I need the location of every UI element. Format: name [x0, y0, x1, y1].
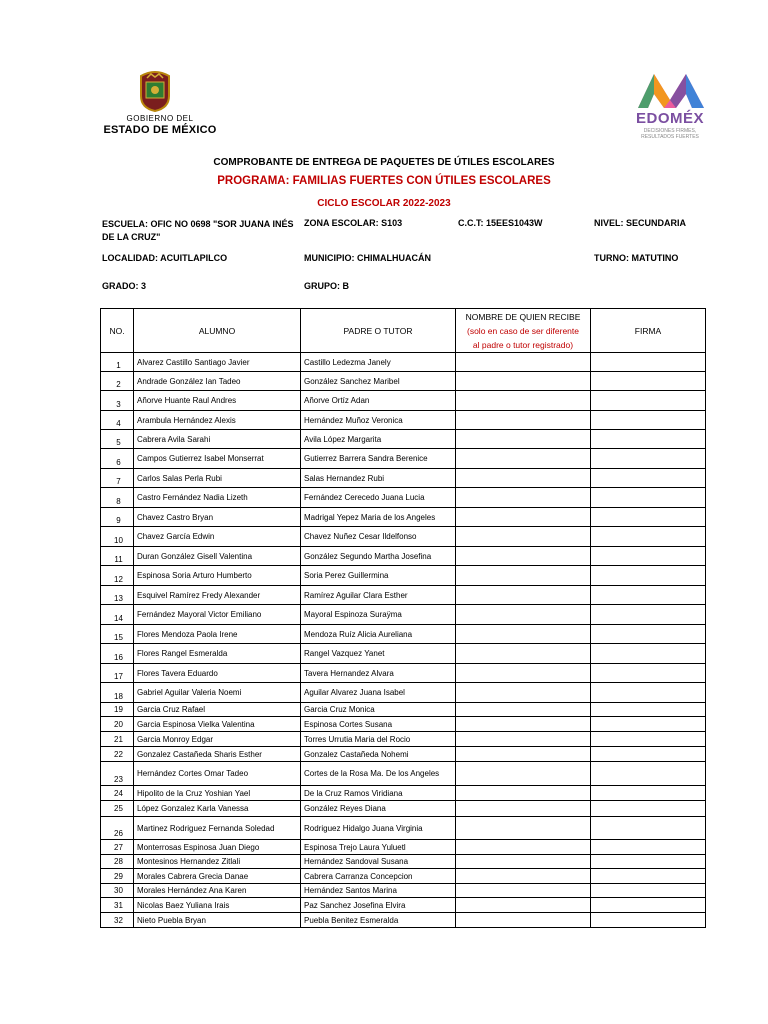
turno-field: TURNO: MATUTINO — [594, 253, 679, 263]
row-number: 14 — [101, 605, 134, 625]
recibe-cell — [456, 732, 591, 747]
row-number: 32 — [101, 913, 134, 928]
edomex-logo — [630, 70, 710, 145]
recibe-cell — [456, 527, 591, 547]
table-row — [101, 786, 706, 801]
recibe-cell — [456, 898, 591, 913]
col-quien-recibe — [456, 309, 591, 353]
padre-cell: Chavez Nuñez Cesar Ildelfonso — [301, 527, 456, 547]
row-number: 15 — [101, 625, 134, 644]
alumno-cell: Espinosa Soria Arturo Humberto — [134, 566, 301, 586]
padre-cell: Ramírez Aguilar Clara Esther — [301, 586, 456, 605]
recibe-cell — [456, 855, 591, 869]
table-row — [101, 664, 706, 683]
table-row — [101, 605, 706, 625]
padre-cell: Garcia Cruz Monica — [301, 703, 456, 717]
alumno-cell: Añorve Huante Raul Andres — [134, 391, 301, 411]
recibe-cell — [456, 625, 591, 644]
recibe-cell — [456, 717, 591, 732]
recibe-cell — [456, 644, 591, 664]
col-recibe-line2: (solo en caso de ser diferente — [467, 325, 579, 336]
recibe-cell — [456, 703, 591, 717]
firma-cell — [591, 855, 706, 869]
table-row — [101, 869, 706, 884]
row-number: 8 — [101, 488, 134, 508]
firma-cell — [591, 884, 706, 898]
padre-cell: Madrigal Yepez Maria de los Angeles — [301, 508, 456, 527]
gobierno-logo — [100, 70, 220, 140]
alumno-cell: Montesinos Hernandez Zitlali — [134, 855, 301, 869]
padre-cell: González Reyes Diana — [301, 801, 456, 817]
padre-cell: González Segundo Martha Josefina — [301, 547, 456, 566]
alumno-cell: Gabriel Aguilar Valeria Noemi — [134, 683, 301, 703]
alumno-cell: Morales Hernández Ana Karen — [134, 884, 301, 898]
recibe-cell — [456, 469, 591, 488]
row-number: 4 — [101, 411, 134, 430]
edomex-tagline-2: RESULTADOS FUERTES — [641, 134, 699, 140]
padre-cell: Espinosa Trejo Laura Yuluetl — [301, 840, 456, 855]
recibe-cell — [456, 391, 591, 411]
table-row — [101, 884, 706, 898]
firma-cell — [591, 703, 706, 717]
padre-cell: Avila López Margarita — [301, 430, 456, 449]
recibe-cell — [456, 786, 591, 801]
recibe-cell — [456, 508, 591, 527]
alumno-cell: Monterrosas Espinosa Juan Diego — [134, 840, 301, 855]
col-recibe-line3: al padre o tutor registrado) — [472, 339, 574, 350]
table-row — [101, 762, 706, 786]
recibe-cell — [456, 664, 591, 683]
recibe-cell — [456, 353, 591, 372]
padre-cell: Torres Urrutia Maria del Rocio — [301, 732, 456, 747]
firma-cell — [591, 664, 706, 683]
alumno-cell: Nieto Puebla Bryan — [134, 913, 301, 928]
alumno-cell: López Gonzalez Karla Vanessa — [134, 801, 301, 817]
row-number: 3 — [101, 391, 134, 411]
table-row — [101, 527, 706, 547]
row-number: 27 — [101, 840, 134, 855]
nivel-field: NIVEL: SECUNDARIA — [594, 218, 687, 228]
recibe-cell — [456, 449, 591, 469]
row-number: 1 — [101, 353, 134, 372]
recibe-cell — [456, 566, 591, 586]
roster-body — [101, 353, 706, 928]
recibe-cell — [456, 840, 591, 855]
recibe-cell — [456, 869, 591, 884]
firma-cell — [591, 840, 706, 855]
grado-field: GRADO: 3 — [102, 281, 147, 291]
firma-cell — [591, 747, 706, 762]
firma-cell — [591, 430, 706, 449]
alumno-cell: Esquivel Ramírez Fredy Alexander — [134, 586, 301, 605]
student-roster-table — [100, 308, 706, 928]
firma-cell — [591, 449, 706, 469]
firma-cell — [591, 391, 706, 411]
col-no: NO. — [101, 309, 134, 353]
padre-cell: Añorve Ortíz Adan — [301, 391, 456, 411]
row-number: 20 — [101, 717, 134, 732]
firma-cell — [591, 547, 706, 566]
recibe-cell — [456, 430, 591, 449]
edomex-m-icon — [636, 70, 706, 110]
col-padre: PADRE O TUTOR — [301, 309, 456, 353]
alumno-cell: Garcia Monroy Edgar — [134, 732, 301, 747]
recibe-cell — [456, 372, 591, 391]
padre-cell: Hernández Muñoz Veronica — [301, 411, 456, 430]
padre-cell: Rodriguez Hidalgo Juana Virginia — [301, 817, 456, 840]
firma-cell — [591, 786, 706, 801]
firma-cell — [591, 732, 706, 747]
table-row — [101, 913, 706, 928]
recibe-cell — [456, 747, 591, 762]
alumno-cell: Carlos Salas Perla Rubi — [134, 469, 301, 488]
zona-field: ZONA ESCOLAR: S103 — [304, 218, 403, 228]
col-firma: FIRMA — [591, 309, 706, 353]
firma-cell — [591, 527, 706, 547]
row-number: 2 — [101, 372, 134, 391]
alumno-cell: Fernández Mayoral Victor Emiliano — [134, 605, 301, 625]
row-number: 24 — [101, 786, 134, 801]
document-title: COMPROBANTE DE ENTREGA DE PAQUETES DE ÚTILES ESCOLARES — [213, 157, 555, 168]
padre-cell: Fernández Cerecedo Juana Lucia — [301, 488, 456, 508]
alumno-cell: Duran González Gisell Valentina — [134, 547, 301, 566]
row-number: 7 — [101, 469, 134, 488]
gov-line1: GOBIERNO DEL — [126, 114, 194, 123]
table-row — [101, 411, 706, 430]
firma-cell — [591, 717, 706, 732]
alumno-cell: Alvarez Castillo Santiago Javier — [134, 353, 301, 372]
edomex-brand: EDOMÉX — [635, 110, 704, 127]
table-row — [101, 391, 706, 411]
alumno-cell: Garcia Espinosa Vielka Valentina — [134, 717, 301, 732]
firma-cell — [591, 869, 706, 884]
alumno-cell: Gonzalez Castañeda Sharis Esther — [134, 747, 301, 762]
firma-cell — [591, 566, 706, 586]
padre-cell: Puebla Benitez Esmeralda — [301, 913, 456, 928]
padre-cell: Soria Perez Guillermina — [301, 566, 456, 586]
firma-cell — [591, 469, 706, 488]
padre-cell: De la Cruz Ramos Viridiana — [301, 786, 456, 801]
alumno-cell: Flores Mendoza Paola Irene — [134, 625, 301, 644]
firma-cell — [591, 411, 706, 430]
table-row — [101, 566, 706, 586]
alumno-cell: Martinez Rodriguez Fernanda Soledad — [134, 817, 301, 840]
row-number: 26 — [101, 817, 134, 840]
recibe-cell — [456, 762, 591, 786]
municipio-field: MUNICIPIO: CHIMALHUACÁN — [304, 253, 431, 263]
alumno-cell: Arambula Hernández Alexis — [134, 411, 301, 430]
row-number: 9 — [101, 508, 134, 527]
table-row — [101, 683, 706, 703]
col-alumno: ALUMNO — [134, 309, 301, 353]
recibe-cell — [456, 605, 591, 625]
table-row — [101, 801, 706, 817]
alumno-cell: Castro Fernández Nadia Lizeth — [134, 488, 301, 508]
table-row — [101, 469, 706, 488]
row-number: 11 — [101, 547, 134, 566]
firma-cell — [591, 605, 706, 625]
table-row — [101, 747, 706, 762]
row-number: 29 — [101, 869, 134, 884]
row-number: 17 — [101, 664, 134, 683]
table-row — [101, 586, 706, 605]
row-number: 21 — [101, 732, 134, 747]
alumno-cell: Morales Cabrera Grecia Danae — [134, 869, 301, 884]
row-number: 16 — [101, 644, 134, 664]
row-number: 31 — [101, 898, 134, 913]
program-title: PROGRAMA: FAMILIAS FUERTES CON ÚTILES ESCOLARES — [217, 175, 551, 187]
recibe-cell — [456, 411, 591, 430]
firma-cell — [591, 913, 706, 928]
firma-cell — [591, 625, 706, 644]
row-number: 19 — [101, 703, 134, 717]
table-row — [101, 817, 706, 840]
firma-cell — [591, 372, 706, 391]
localidad-field: LOCALIDAD: ACUITLAPILCO — [102, 253, 228, 263]
table-row — [101, 644, 706, 664]
row-number: 6 — [101, 449, 134, 469]
table-row — [101, 625, 706, 644]
table-row — [101, 508, 706, 527]
recibe-cell — [456, 801, 591, 817]
padre-cell: Mendoza Ruíz Alicia Aureliana — [301, 625, 456, 644]
alumno-cell: Chavez Castro Bryan — [134, 508, 301, 527]
alumno-cell: Andrade González Ian Tadeo — [134, 372, 301, 391]
alumno-cell: Flores Tavera Eduardo — [134, 664, 301, 683]
alumno-cell: Campos Gutierrez Isabel Monserrat — [134, 449, 301, 469]
padre-cell: Mayoral Espinoza Suraÿma — [301, 605, 456, 625]
firma-cell — [591, 762, 706, 786]
firma-cell — [591, 644, 706, 664]
row-number: 12 — [101, 566, 134, 586]
row-number: 22 — [101, 747, 134, 762]
escuela-field: ESCUELA: OFIC NO 0698 "SOR JUANA INÉS DE LA CRUZ" — [102, 219, 294, 242]
row-number: 25 — [101, 801, 134, 817]
state-crest-icon — [135, 70, 175, 112]
padre-cell: Castillo Ledezma Janely — [301, 353, 456, 372]
table-row — [101, 353, 706, 372]
recibe-cell — [456, 547, 591, 566]
padre-cell: Salas Hernandez Rubi — [301, 469, 456, 488]
table-row — [101, 898, 706, 913]
padre-cell: Rangel Vazquez Yanet — [301, 644, 456, 664]
recibe-cell — [456, 817, 591, 840]
row-number: 13 — [101, 586, 134, 605]
alumno-cell: Hernández Cortes Omar Tadeo — [134, 762, 301, 786]
alumno-cell: Hipolito de la Cruz Yoshian Yael — [134, 786, 301, 801]
recibe-cell — [456, 586, 591, 605]
padre-cell: Paz Sanchez Josefina Elvira — [301, 898, 456, 913]
firma-cell — [591, 508, 706, 527]
row-number: 10 — [101, 527, 134, 547]
table-row — [101, 840, 706, 855]
table-row — [101, 430, 706, 449]
firma-cell — [591, 898, 706, 913]
school-cycle: CICLO ESCOLAR 2022-2023 — [317, 198, 451, 209]
firma-cell — [591, 683, 706, 703]
table-row — [101, 488, 706, 508]
padre-cell: Aguilar Alvarez Juana Isabel — [301, 683, 456, 703]
firma-cell — [591, 353, 706, 372]
table-row — [101, 732, 706, 747]
row-number: 5 — [101, 430, 134, 449]
row-number: 18 — [101, 683, 134, 703]
table-row — [101, 703, 706, 717]
padre-cell: Gutierrez Barrera Sandra Berenice — [301, 449, 456, 469]
grupo-field: GRUPO: B — [304, 281, 349, 291]
edomex-tagline-1: DECISIONES FIRMES, — [643, 128, 697, 134]
table-row — [101, 855, 706, 869]
firma-cell — [591, 586, 706, 605]
padre-cell: Tavera Hernandez Alvara — [301, 664, 456, 683]
table-row — [101, 449, 706, 469]
padre-cell: González Sanchez Maribel — [301, 372, 456, 391]
cct-field: C.C.T: 15EES1043W — [458, 218, 543, 228]
recibe-cell — [456, 488, 591, 508]
firma-cell — [591, 817, 706, 840]
firma-cell — [591, 488, 706, 508]
padre-cell: Hernández Sandoval Susana — [301, 855, 456, 869]
padre-cell: Gonzalez Castañeda Nohemi — [301, 747, 456, 762]
row-number: 28 — [101, 855, 134, 869]
col-recibe-line1: NOMBRE DE QUIEN RECIBE — [465, 311, 581, 322]
row-number: 23 — [101, 762, 134, 786]
padre-cell: Cortes de la Rosa Ma. De los Angeles — [301, 762, 456, 786]
alumno-cell: Nicolas Baez Yuliana Irais — [134, 898, 301, 913]
padre-cell: Hernández Santos Marina — [301, 884, 456, 898]
table-row — [101, 717, 706, 732]
padre-cell: Cabrera Carranza Concepcion — [301, 869, 456, 884]
table-header-row — [101, 309, 706, 353]
table-row — [101, 547, 706, 566]
row-number: 30 — [101, 884, 134, 898]
recibe-cell — [456, 683, 591, 703]
firma-cell — [591, 801, 706, 817]
gov-line2: ESTADO DE MÉXICO — [103, 124, 217, 136]
alumno-cell: Cabrera Avila Sarahi — [134, 430, 301, 449]
table-row — [101, 372, 706, 391]
padre-cell: Espinosa Cortes Susana — [301, 717, 456, 732]
alumno-cell: Chavez García Edwin — [134, 527, 301, 547]
recibe-cell — [456, 884, 591, 898]
alumno-cell: Flores Rangel Esmeralda — [134, 644, 301, 664]
recibe-cell — [456, 913, 591, 928]
alumno-cell: Garcia Cruz Rafael — [134, 703, 301, 717]
